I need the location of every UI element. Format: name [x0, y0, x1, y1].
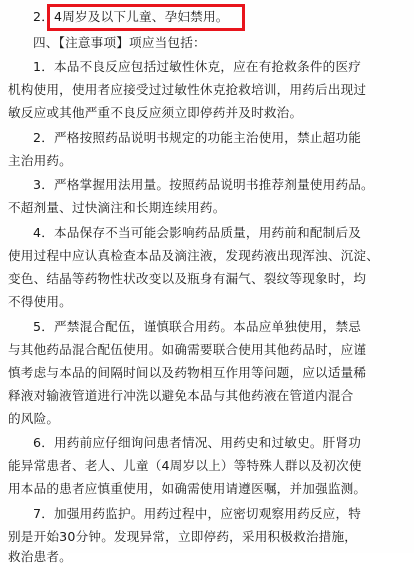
text-line: 不超剂量、过快滴注和长期连续用药。 [8, 200, 226, 215]
text-line: 机构使用，使用者应接受过过敏性休克抢救培训，用药后出现过 [8, 82, 367, 97]
text-line: 用本品的患者应慎重使用，如确需使用请遵医嘱，并加强监测。 [8, 481, 367, 496]
text-line: 能异常患者、老人、儿童（4周岁以上）等特殊人群以及初次使 [8, 458, 362, 473]
text-line: 与其他药品混合配伍使用。如确需要联合使用其他药品时，应谨 [8, 342, 367, 357]
text-line: 慎考虑与本品的间隔时间以及药物相互作用等问题，应以适量稀 [8, 365, 367, 380]
text-line: 的风险。 [8, 411, 60, 426]
text-line: 使用过程中应认真检查本品及滴注液，发现药液出现浑浊、沉淀、 [8, 248, 380, 263]
text-line: 6．用药前应仔细询问患者情况、用药史和过敏史。肝肾功 [33, 435, 362, 450]
text-line: 不得使用。 [8, 294, 72, 309]
text-line: 1．本品不良反应包括过敏性休克，应在有抢救条件的医疗 [33, 59, 362, 74]
text-line: 变色、结晶等药物性状改变以及瓶身有漏气、裂纹等现象时，均 [8, 271, 367, 286]
text-line: 2．严格按照药品说明书规定的功能主治使用，禁止超功能 [33, 130, 362, 145]
text-line: 7．加强用药监护。用药过程中，应密切观察用药反应，特 [33, 506, 362, 521]
text-line: 救治患者。 [8, 549, 72, 564]
text-line: 别是开始30分钟。发现异常，立即停药，采用积极救治措施， [8, 529, 358, 544]
text-line: 3．严格掌握用法用量。按照药品说明书推荐剂量使用药品。 [33, 177, 374, 192]
text-line: 主治用药。 [8, 153, 72, 168]
text-line: 5．严禁混合配伍，谨慎联合用药。本品应单独使用，禁忌 [33, 319, 362, 334]
text-line: 释液对输液管道进行冲洗以避免本品与其他药液在管道内混合 [8, 388, 354, 403]
section-heading: 四、【注意事项】项应当包括： [33, 35, 206, 50]
highlight-box [47, 4, 245, 31]
text-line: 2．4周岁及以下儿童、孕妇禁用。 [33, 9, 229, 24]
text-line: 4．本品保存不当可能会影响药品质量，用药前和配制后及 [33, 225, 362, 240]
text-line: 敏反应或其他严重不良反应须立即停药并及时救治。 [8, 105, 303, 120]
